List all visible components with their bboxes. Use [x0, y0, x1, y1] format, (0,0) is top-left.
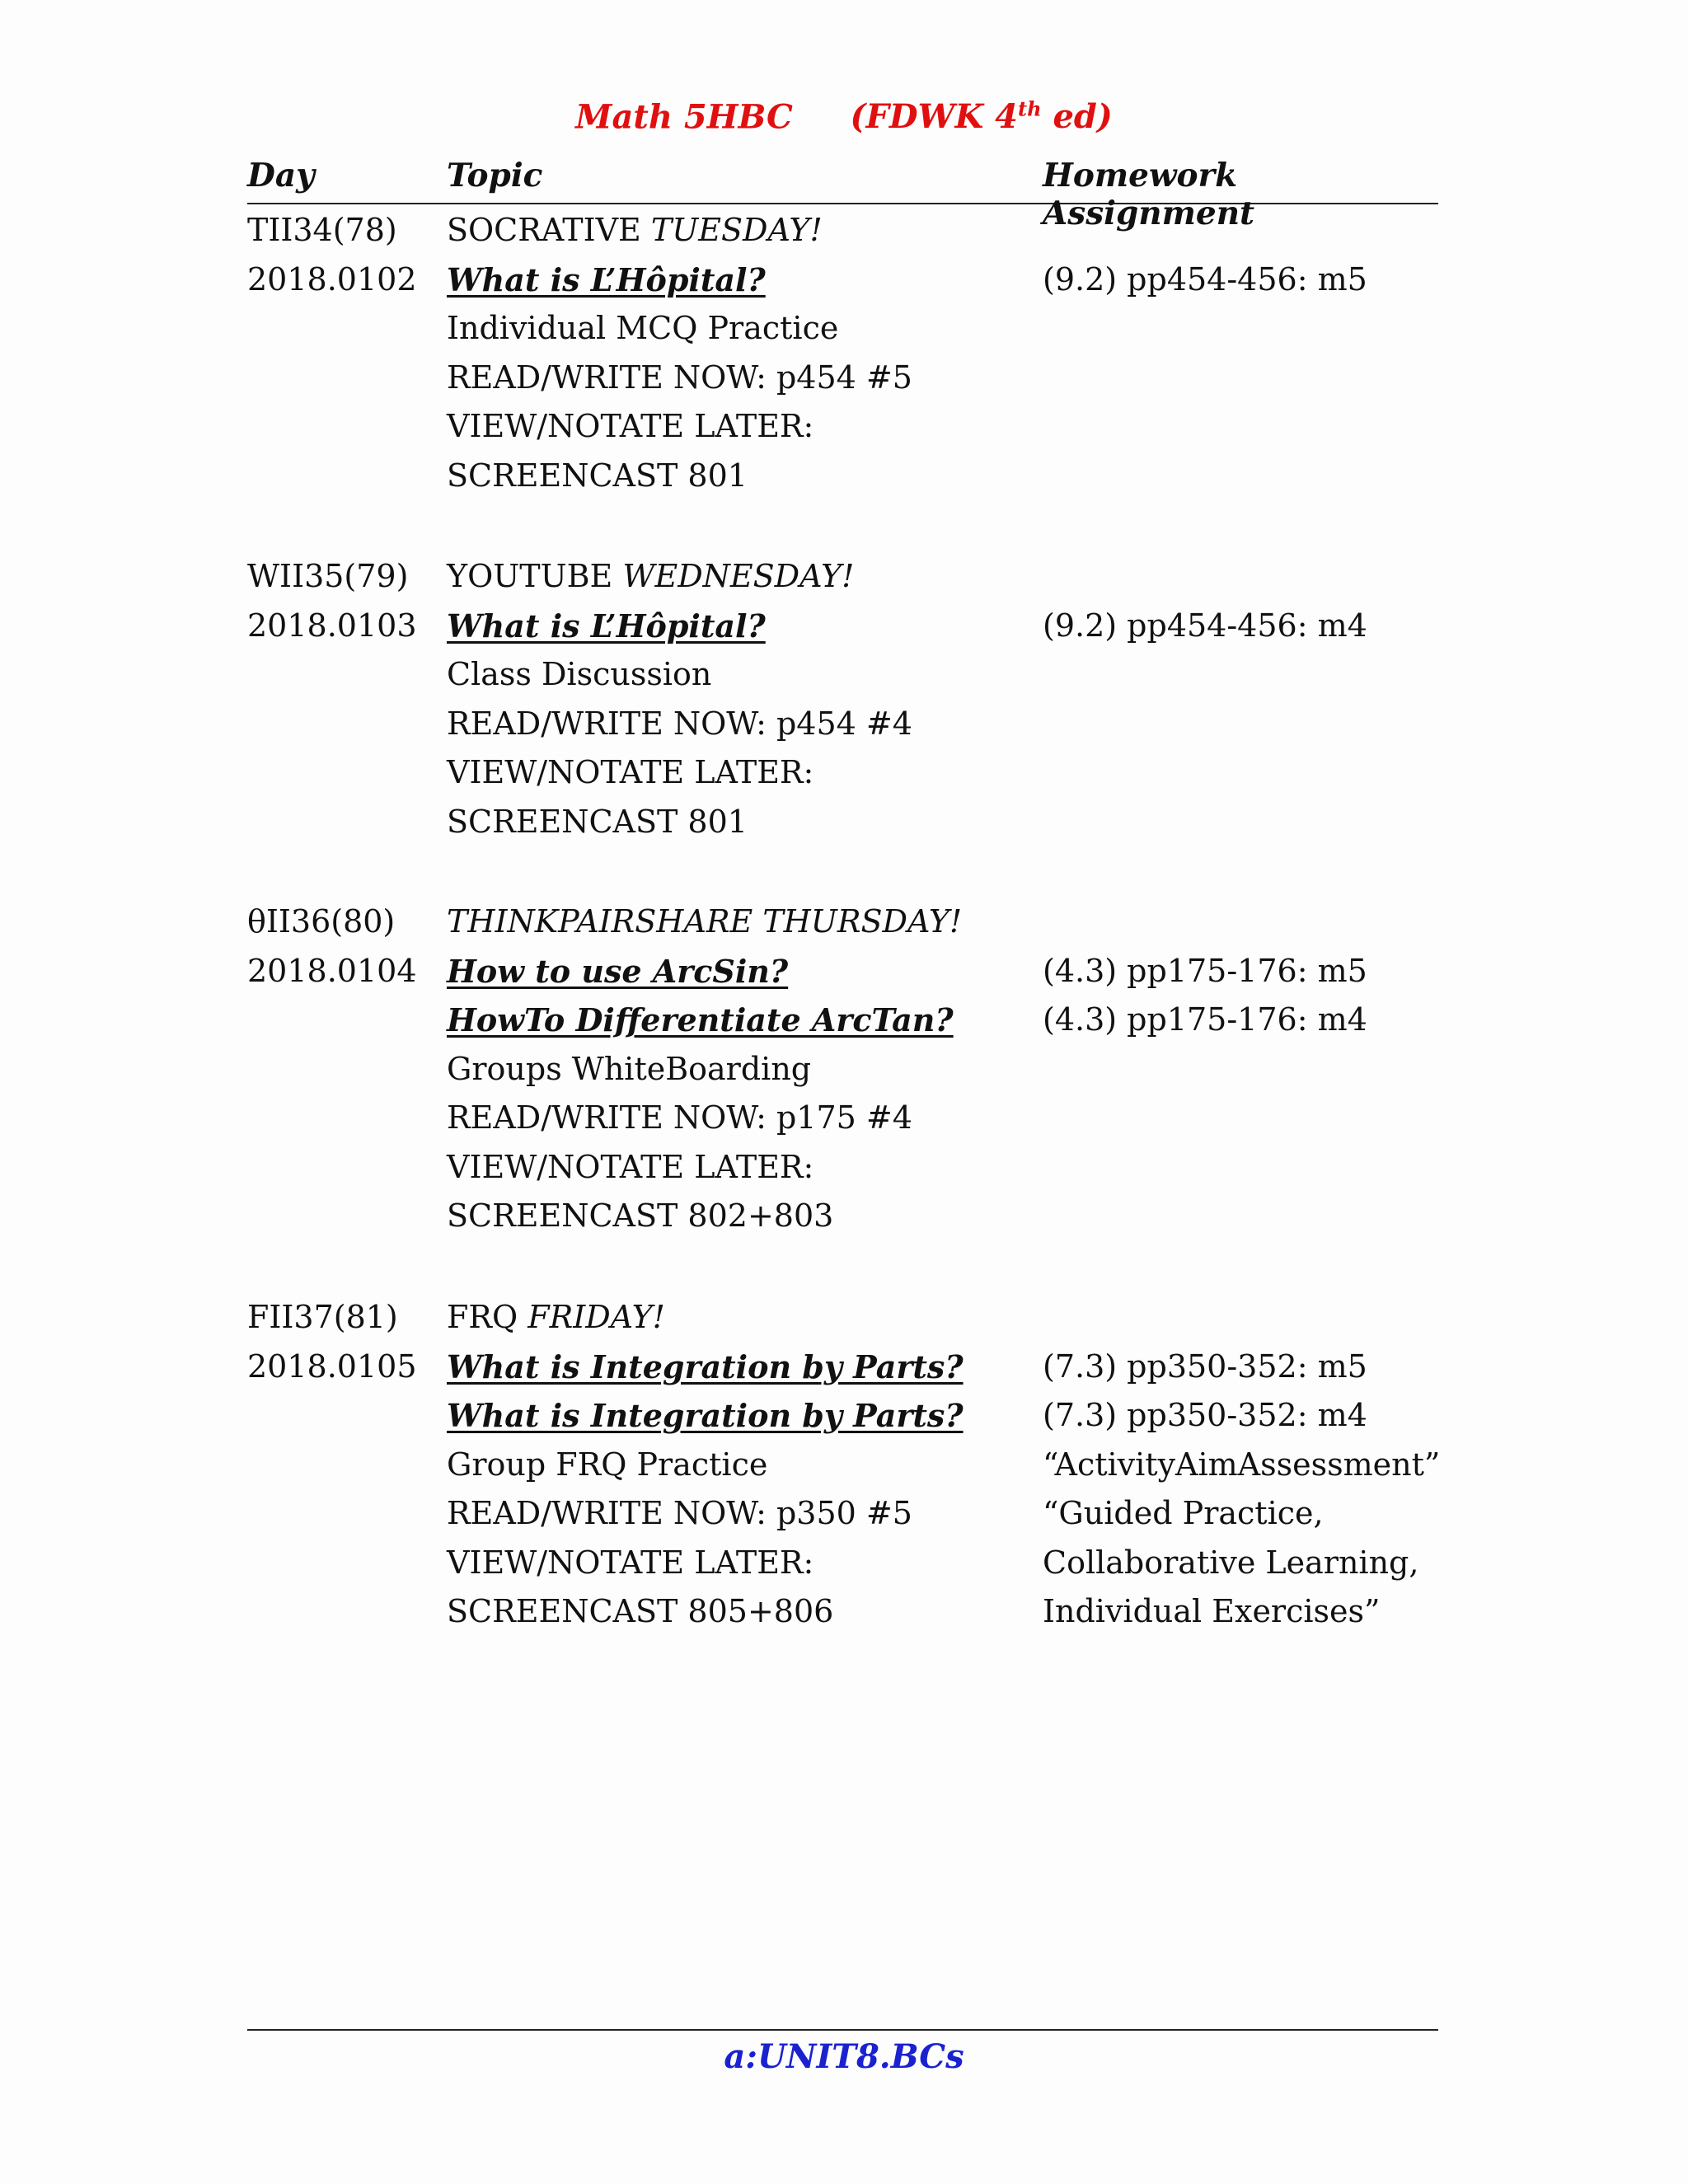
topic-link[interactable]: HowTo Differentiate ArcTan? [447, 1001, 954, 1038]
column-header-homework: Homework Assignment [1043, 157, 1255, 232]
homework-note: “ActivityAimAssessment” [1043, 1446, 1441, 1483]
day-block-wednesday [247, 552, 1451, 846]
topic-link[interactable]: What is L’Hôpital? [447, 260, 766, 298]
activity-text: Individual MCQ Practice [447, 310, 839, 346]
screencast-text: SCREENCAST 801 [447, 803, 748, 840]
homework-note: Collaborative Learning, [1043, 1544, 1419, 1581]
day-row [247, 1441, 1451, 1490]
day-block-thursday [247, 898, 1451, 1241]
day-row [247, 1192, 1451, 1241]
day-row [247, 798, 1451, 847]
day-code: WII35(79) [247, 558, 409, 594]
day-row [247, 1143, 1451, 1193]
topic-link[interactable]: What is L’Hôpital? [447, 607, 766, 644]
day-row [247, 304, 1451, 354]
homework-assignment: (9.2) pp454-456: m4 [1043, 607, 1367, 644]
read-write-text: READ/WRITE NOW: p454 #4 [447, 705, 912, 742]
day-row [247, 255, 1451, 305]
day-code: FII37(81) [247, 1299, 398, 1335]
day-theme: FRQ FRIDAY! [447, 1299, 665, 1335]
read-write-text: READ/WRITE NOW: p175 #4 [447, 1099, 912, 1136]
day-code: θII36(80) [247, 903, 396, 940]
view-notate-text: VIEW/NOTATE LATER: [447, 408, 814, 444]
activity-text: Groups WhiteBoarding [447, 1050, 812, 1087]
homework-assignment: (7.3) pp350-352: m4 [1043, 1397, 1367, 1433]
day-row [247, 206, 1451, 255]
page-title [0, 97, 1688, 136]
edition-label: (FDWK 4th ed) [850, 97, 1113, 137]
read-write-text: READ/WRITE NOW: p454 #5 [447, 359, 912, 396]
day-date: 2018.0104 [247, 952, 417, 989]
day-row [247, 1391, 1451, 1441]
homework-note: “Guided Practice, [1043, 1495, 1324, 1531]
day-row [247, 700, 1451, 749]
topic-link[interactable]: What is Integration by Parts? [447, 1397, 964, 1434]
day-date: 2018.0103 [247, 607, 417, 644]
screencast-text: SCREENCAST 801 [447, 457, 748, 494]
day-code: TII34(78) [247, 212, 397, 248]
footer-label: a:UNIT8.BCs [724, 2037, 964, 2076]
day-theme: YOUTUBE WEDNESDAY! [447, 558, 855, 594]
column-header-day: Day [247, 157, 315, 194]
homework-assignment: (4.3) pp175-176: m5 [1043, 952, 1367, 989]
homework-assignment: (7.3) pp350-352: m5 [1043, 1347, 1367, 1385]
homework-note: Individual Exercises” [1043, 1593, 1381, 1629]
view-notate-text: VIEW/NOTATE LATER: [447, 754, 814, 790]
topic-link[interactable]: What is Integration by Parts? [447, 1347, 964, 1385]
footer-divider [247, 2029, 1438, 2031]
day-row [247, 452, 1451, 501]
day-theme: THINKPAIRSHARE THURSDAY! [447, 903, 963, 940]
day-row [247, 1587, 1451, 1637]
activity-text: Group FRQ Practice [447, 1446, 768, 1483]
day-block-tuesday [247, 206, 1451, 500]
screencast-text: SCREENCAST 805+806 [447, 1593, 834, 1629]
course-name: Math 5HBC [575, 97, 793, 137]
activity-text: Class Discussion [447, 656, 712, 692]
day-row [247, 602, 1451, 651]
day-row [247, 898, 1451, 947]
day-row [247, 1489, 1451, 1539]
day-row [247, 1539, 1451, 1588]
day-row [247, 354, 1451, 403]
day-row [247, 1045, 1451, 1094]
day-row [247, 552, 1451, 602]
day-row [247, 402, 1451, 452]
view-notate-text: VIEW/NOTATE LATER: [447, 1148, 814, 1185]
day-row [247, 947, 1451, 996]
day-date: 2018.0102 [247, 260, 417, 298]
read-write-text: READ/WRITE NOW: p350 #5 [447, 1495, 912, 1531]
day-row [247, 1343, 1451, 1392]
view-notate-text: VIEW/NOTATE LATER: [447, 1544, 814, 1581]
screencast-text: SCREENCAST 802+803 [447, 1197, 834, 1234]
day-row [247, 650, 1451, 700]
day-row [247, 1094, 1451, 1143]
day-theme: SOCRATIVE TUESDAY! [447, 212, 823, 248]
day-row [247, 748, 1451, 798]
day-block-friday [247, 1293, 1451, 1637]
column-header-topic: Topic [447, 157, 543, 194]
day-row [247, 996, 1451, 1045]
day-row [247, 1293, 1451, 1343]
topic-link[interactable]: How to use ArcSin? [447, 952, 789, 990]
homework-assignment: (9.2) pp454-456: m5 [1043, 260, 1367, 298]
homework-assignment: (4.3) pp175-176: m4 [1043, 1001, 1367, 1038]
day-date: 2018.0105 [247, 1347, 417, 1385]
